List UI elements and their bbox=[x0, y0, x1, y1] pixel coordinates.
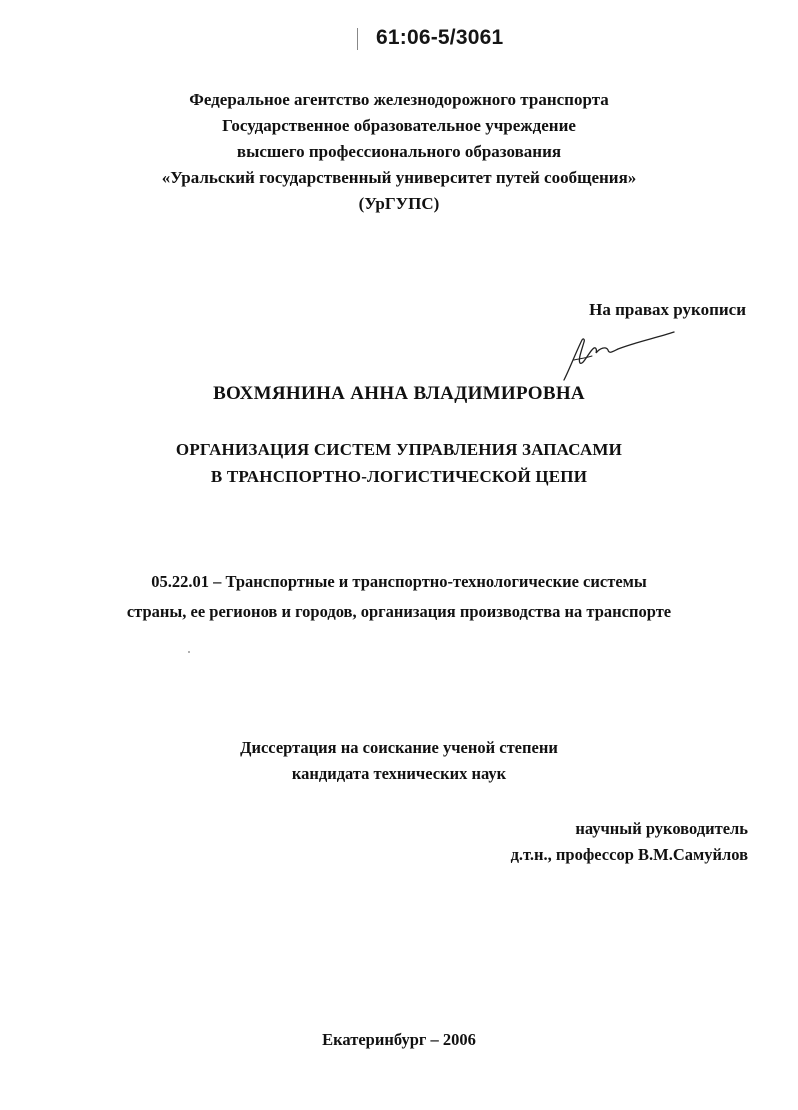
title-line-1: ОРГАНИЗАЦИЯ СИСТЕМ УПРАВЛЕНИЯ ЗАПАСАМИ bbox=[175, 440, 623, 459]
specialty-line-2: страны, ее регионов и городов, организация производства на транспорте bbox=[126, 602, 672, 621]
catalog-number: 61:06-5/3061 bbox=[376, 26, 504, 49]
supervisor-name: д.т.н., профессор В.М.Самуйлов bbox=[510, 845, 748, 864]
institution-line-abbrev: (УрГУПС) bbox=[358, 194, 440, 213]
signature-image bbox=[556, 330, 676, 385]
degree-line-1: Диссертация на соискание ученой степени bbox=[240, 738, 558, 757]
institution-line-name: «Уральский государственный университет путей сообщения» bbox=[161, 168, 637, 187]
scan-margin-mark bbox=[357, 28, 358, 50]
author-name: ВОХМЯНИНА АННА ВЛАДИМИРОВНА bbox=[213, 383, 585, 404]
title-line-2: В ТРАНСПОРТНО-ЛОГИСТИЧЕСКОЙ ЦЕПИ bbox=[210, 467, 588, 486]
institution-line-type: Государственное образовательное учреждение bbox=[222, 116, 576, 135]
degree-line-2: кандидата технических наук bbox=[291, 764, 507, 783]
institution-line-agency: Федеральное агентство железнодорожного транспорта bbox=[189, 90, 609, 109]
institution-line-level: высшего профессионального образования bbox=[236, 142, 562, 161]
specialty-line-1: 05.22.01 – Транспортные и транспортно-технологические системы bbox=[151, 572, 647, 591]
city-year: Екатеринбург – 2006 bbox=[322, 1030, 476, 1049]
supervisor-label: научный руководитель bbox=[575, 819, 748, 838]
scan-speck bbox=[188, 651, 190, 653]
manuscript-rights-note: На правах рукописи bbox=[589, 300, 746, 319]
